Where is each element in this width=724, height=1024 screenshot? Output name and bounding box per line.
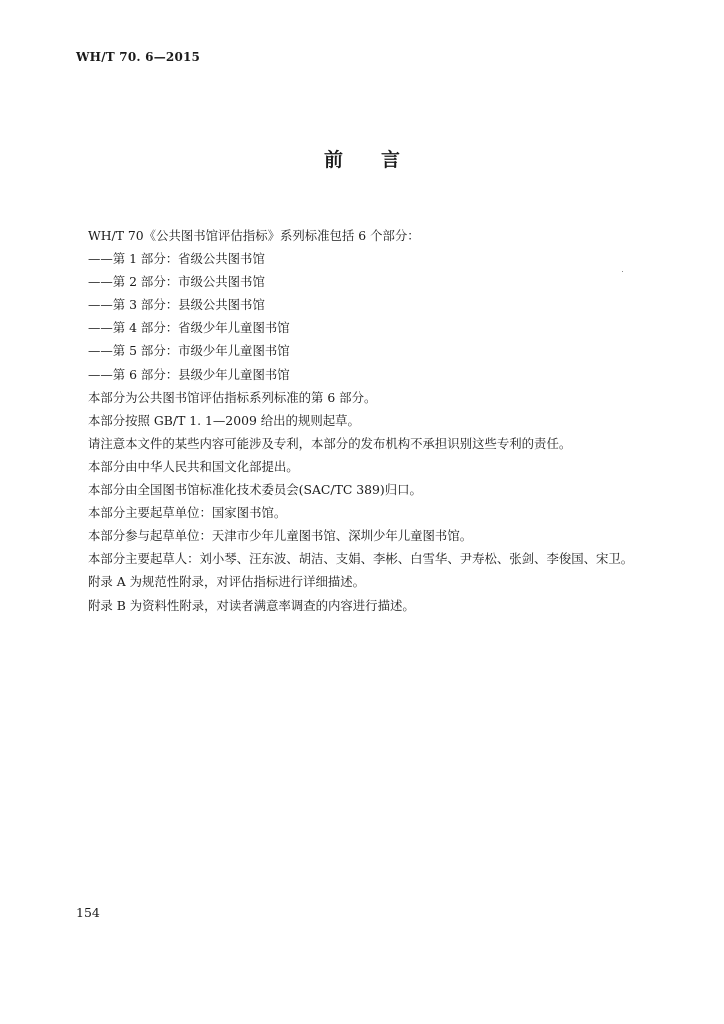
list-item: ——第 5 部分：市级少年儿童图书馆	[88, 343, 290, 359]
page-number: 154	[76, 905, 100, 920]
list-item: ——第 2 部分：市级公共图书馆	[88, 274, 265, 290]
page-title	[0, 145, 724, 172]
list-item: ——第 4 部分：省级少年儿童图书馆	[88, 320, 290, 336]
paragraph-line: 本部分按照 GB/T 1. 1—2009 给出的规则起草。	[88, 412, 360, 428]
paragraph-line: WH/T 70《公共图书馆评估指标》系列标准包括 6 个部分：	[88, 228, 420, 243]
paragraph-line: 本部分由中华人民共和国文化部提出。	[88, 458, 299, 474]
list-item: ——第 1 部分：省级公共图书馆	[88, 251, 265, 267]
standard-code-header: WH/T 70. 6—2015	[76, 50, 201, 64]
title-char: 前	[323, 149, 343, 171]
paragraph-line: 本部分主要起草单位：国家图书馆。	[88, 505, 287, 521]
paragraph-line: 请注意本文件的某些内容可能涉及专利，本部分的发布机构不承担识别这些专利的责任。	[88, 435, 572, 451]
paragraph-line: 附录 A 为规范性附录，对评估指标进行详细描述。	[88, 574, 366, 590]
paragraph-line: 本部分由全国图书馆标准化技术委员会(SAC/TC 389)归口。	[88, 482, 422, 498]
paragraph-line: 本部分为公共图书馆评估指标系列标准的第 6 部分。	[88, 389, 377, 405]
paragraph-line: 附录 B 为资料性附录，对读者满意率调查的内容进行描述。	[88, 597, 415, 613]
scan-speck	[622, 271, 623, 272]
paragraph-line: 本部分主要起草人：刘小琴、汪东波、胡洁、支娟、李彬、白雪华、尹寿松、张剑、李俊国、宋卫。	[88, 551, 634, 567]
title-char: 言	[381, 149, 401, 171]
list-item: ——第 6 部分：县级少年儿童图书馆	[88, 366, 290, 382]
paragraph-line: 本部分参与起草单位：天津市少年儿童图书馆、深圳少年儿童图书馆。	[88, 528, 473, 544]
list-item: ——第 3 部分：县级公共图书馆	[88, 297, 265, 313]
foreword-body	[88, 224, 648, 617]
